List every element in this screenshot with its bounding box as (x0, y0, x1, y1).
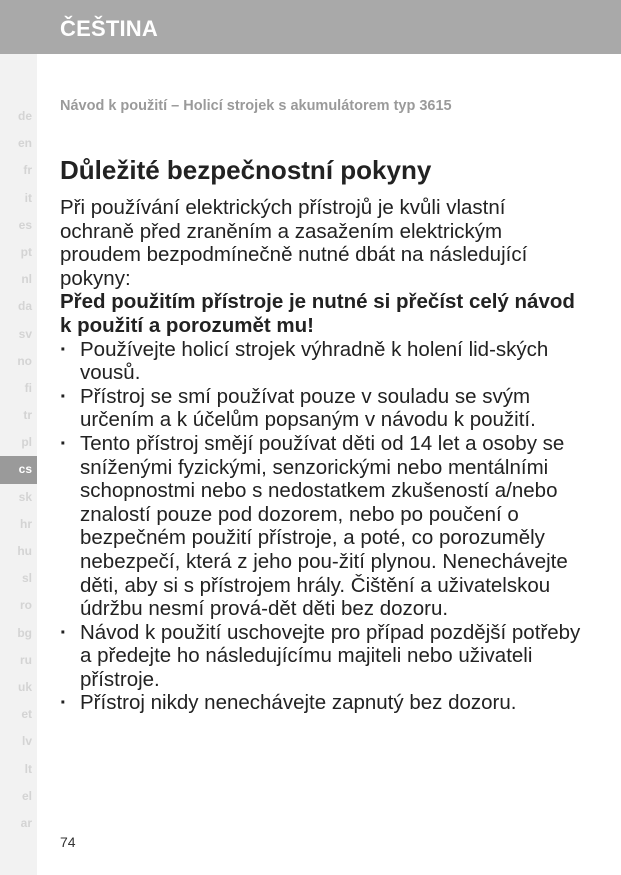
language-tab-tr: tr (23, 408, 32, 423)
language-tab-no: no (17, 353, 32, 368)
instruction-item: · Používejte holicí strojek výhradně k holení lid-ských vousů. (60, 338, 585, 385)
language-tab-da: da (17, 299, 32, 314)
language-tab-el: el (21, 788, 32, 803)
language-tab-hr: hr (20, 516, 32, 531)
language-tab-sl: sl (21, 571, 32, 586)
language-tab-pt: pt (20, 244, 32, 259)
language-tab-et: et (21, 707, 32, 722)
language-tab-bg: bg (17, 625, 32, 640)
language-tab-it: it (24, 190, 32, 205)
warning-paragraph: Před použitím přístroje je nutné si přečíst celý návod k použití a porozumět mu! (60, 290, 575, 337)
language-tab-sk: sk (18, 489, 32, 504)
language-tab-lv: lv (21, 734, 32, 749)
language-tab-ar: ar (20, 815, 32, 830)
language-tab-list (0, 103, 37, 837)
section-heading: Důležité bezpečnostní pokyny (60, 155, 432, 185)
language-tab-es: es (18, 217, 32, 232)
language-tab-en: en (17, 136, 32, 151)
language-tab-hu: hu (17, 544, 32, 558)
language-tab-nl: nl (21, 272, 32, 287)
document-subtitle: Návod k použití – Holicí strojek s akumulátorem typ 3615 (60, 98, 452, 114)
language-tab-lt: lt (24, 761, 32, 776)
instruction-item: · Přístroj se smí používat pouze v souladu se svým určením a k účelům popsaným v návodu k použití. (60, 385, 585, 432)
intro-paragraph: Při používání elektrických přístrojů je kvůli vlastní ochraně před zraněním a zasažením elektrickým proudem bezpodmínečně nutné dbát na následující pokyny: (60, 196, 528, 290)
safety-instructions (60, 196, 585, 715)
instruction-item: · Návod k použití uschovejte pro případ pozdější potřeby a předejte ho následujícímu majiteli nebo uživateli přístroje. (60, 621, 585, 692)
instruction-list (60, 338, 585, 716)
language-tab-de: de (17, 109, 32, 123)
language-title: ČEŠTINA (60, 16, 158, 41)
language-tab-ro: ro (20, 598, 32, 613)
language-tab-ru: ru (20, 652, 32, 667)
language-tab-sv: sv (18, 326, 32, 341)
instruction-item: · Tento přístroj smějí používat děti od 14 let a osoby se sníženými fyzickými, senzorickými nebo mentálními schopnostmi nebo s nedostatkem zkušeností a/nebo znalostí pouze pod dozorem, nebo po poučení o bezpečném použití přístroje, a poté, co porozuměly nebezpečí, která z jeho pou-žití plynou. Nenechávejte děti, aby si s přístrojem hrály. Čištění a uživatelskou údržbu nesmí prová-dět děti bez dozoru. (60, 432, 585, 621)
language-tab-fi: fi (24, 380, 32, 395)
instruction-item: · Přístroj nikdy nenechávejte zapnutý bez dozoru. (60, 691, 585, 715)
language-tab-uk: uk (17, 679, 32, 694)
language-tab-pl: pl (21, 435, 32, 450)
language-tab-cs: cs (0, 456, 37, 483)
language-tab-fr: fr (23, 163, 32, 178)
page-number: 74 (60, 834, 76, 850)
